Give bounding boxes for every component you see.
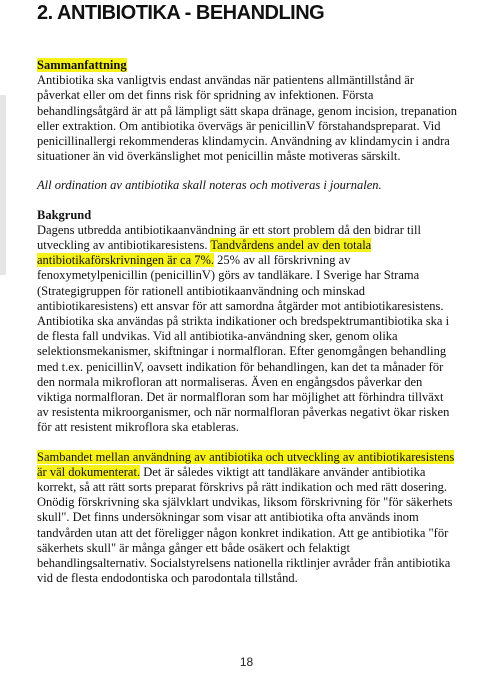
summary-text: Antibiotika ska vanligtvis endast användas när patientens allmäntillstånd är påverkat eller om det finns risk för spridning av infektionen. Första behandlingsåtgärd är att på lämpligt sätt skapa dränage, genom incision, trepanation eller extraktion. Om antibiotika övervägs är penicillinV förstahandspreparat. Vid penicillinallergi rekommenderas klindamycin. Användning av klindamycin i andra situationer än vid överkänslighet mot penicillin måste motiveras särskilt. <box>37 73 458 164</box>
page-title: 2. ANTIBIOTIKA - BEHANDLING <box>37 2 325 24</box>
page-number: 18 <box>239 655 254 669</box>
margin-mark <box>0 95 6 275</box>
background-text-before: Dagens utbredda antibiotikaanvändning är ett stort problem då den bidrar till utveckling av antibiotikaresistens. <box>37 222 421 253</box>
conclusion-highlight: Sambandet mellan användning av antibiotika och utveckling av antibiotikaresistens är väl dokumenterat. <box>37 449 455 479</box>
conclusion-text: Det är således viktigt att tandläkare använder antibiotika korrekt, så att rätt sorts preparat förskrivs på rätt indikation och med rätt dosering. Onödig förskrivning ska självklart undvikas, liksom förskrivning för "för säkerhets skull". Det finns undersökningar som visar att antibiotika ofta används inom tandvården utan att det föreligger någon konkret indikation. Att ge antibiotika "för säkerhets skull" är många gånger ett både osäkert och felaktigt behandlingsalternativ. Socialstyrelsens nationella riktlinjer avråder från antibiotika vid de flesta endodontiska och parodontala tillstånd. <box>37 464 453 586</box>
background-heading: Bakgrund <box>37 207 92 222</box>
summary-section <box>37 58 457 164</box>
document-body <box>37 58 457 587</box>
background-text-after: 25% av all förskrivning av fenoxymetylpenicillin (penicillinV) görs av tandläkare. I Sverige har Strama (Strategigruppen för rationell antibiotikaanvändning och minskad antibiotikaresistens) ett ansvar för att samordna åtgärder mot antibiotikaresistens. Antibiotika ska användas på strikta indikationer och bredspektrumantibiotika ska i de flesta fall undvikas. Vid all antibiotika-användning sker, genom olika selektionsmekanismer, skiftningar i normalfloran. Efter genomgången behandling med t.ex. penicillinV, oavsett indikation för behandlingen, kan det ta månader för den normala mikrofloran att normaliseras. Även en engångsdos påverkar den viktiga normalfloran. Det är normalfloran som har möjlighet att förhindra tillväxt av resistenta mikroorganismer, och när normalfloran påverkas negativt ökar risken för att resistent mikroflora ska etableras. <box>37 253 450 435</box>
summary-heading: Sammanfattning <box>37 58 127 72</box>
background-section <box>37 208 457 436</box>
background-highlight: Tandvårdens andel av den totala antibiotikaförskrivningen är ca 7%. <box>37 238 372 268</box>
journal-note: All ordination av antibiotika skall noteras och motiveras i journalen. <box>37 178 382 193</box>
conclusion-section <box>37 450 457 587</box>
